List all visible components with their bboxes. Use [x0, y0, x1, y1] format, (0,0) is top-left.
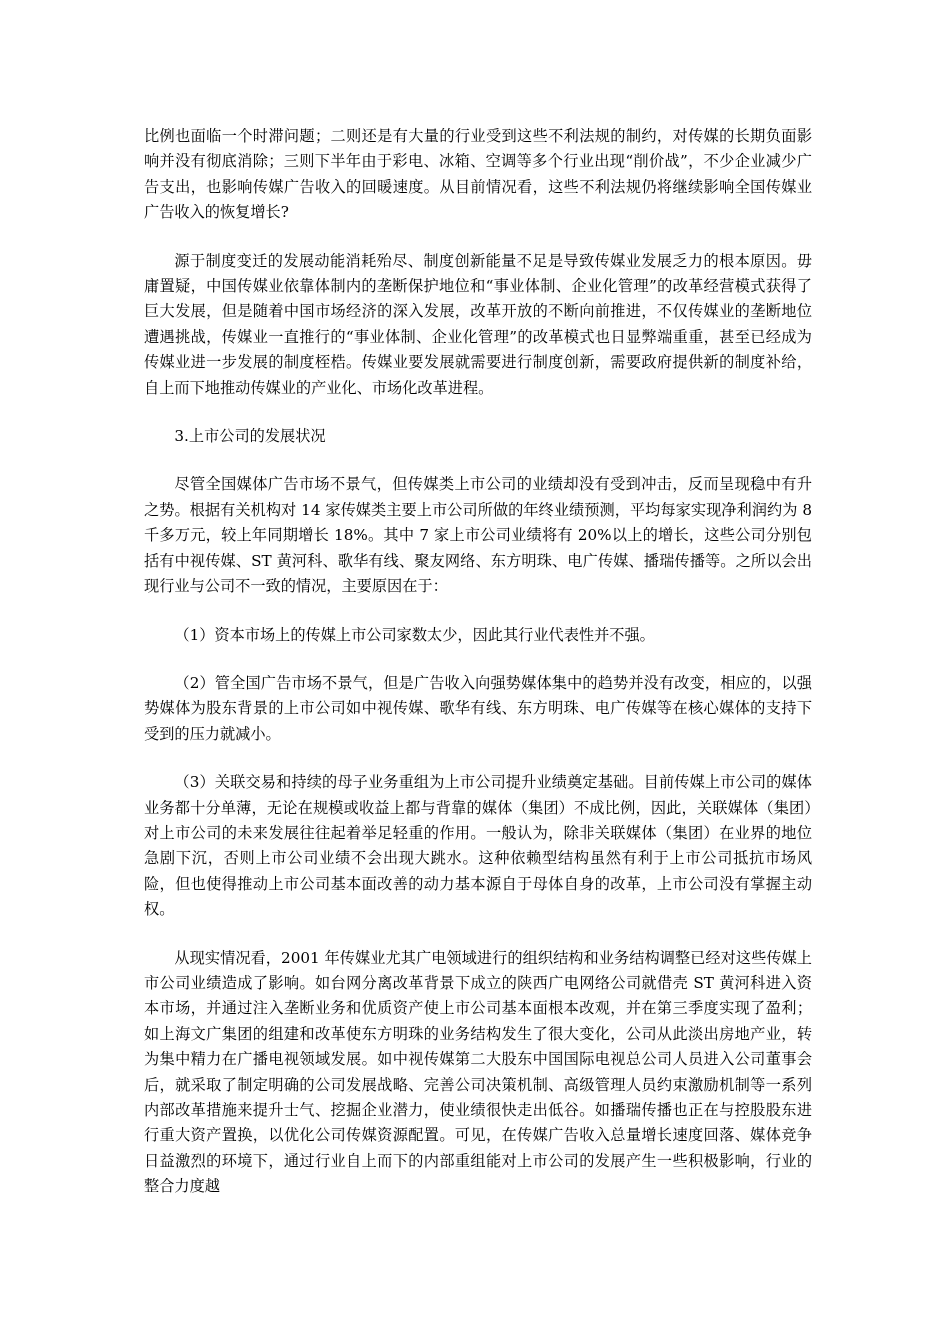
list-item-reason-2: （2）管全国广告市场不景气，但是广告收入向强势媒体集中的趋势并没有改变，相应的，以强势媒体为股东背景的上市公司如中视传媒、歌华有线、东方明珠、电广传媒等在核心媒体的支持下受到的压力就减小。 — [144, 673, 812, 743]
document-page — [144, 124, 812, 1223]
section-heading-listed-companies: 3.上市公司的发展状况 — [174, 427, 326, 446]
list-item-reason-3: （3）关联交易和持续的母子业务重组为上市公司提升业绩奠定基础。目前传媒上市公司的媒体业务都十分单薄，无论在规模或收益上都与背靠的媒体（集团）不成比例，因此，关联媒体（集团）对上市公司的未来发展往往起着举足轻重的作用。一般认为，除非关联媒体（集团）在业界的地位急剧下沉，否则上市公司业绩不会出现大跳水。这种依赖型结构虽然有利于上市公司抵抗市场风险，但也使得推动上市公司基本面改善的动力基本源自于母体自身的改革，上市公司没有掌握主动权。 — [144, 773, 812, 919]
list-item-reason-1: （1）资本市场上的传媒上市公司家数太少，因此其行业代表性并不强。 — [174, 625, 655, 644]
paragraph-listed-company-performance: 尽管全国媒体广告市场不景气，但传媒类上市公司的业绩却没有受到冲击，反而呈现稳中有升之势。根据有关机构对 14 家传媒类主要上市公司所做的年终业绩预测，平均每家实现净利润约为 8 千多万元，较上年同期增长 18%。其中 7 家上市公司业绩将有 20%以上的增长，这些公司分别包括有中视传媒、ST 黄河科、歌华有线、聚友网络、东方明珠、电广传媒、播瑞传播等。之所以会出现行业与公司不一致的情况，主要原因在于： — [144, 475, 812, 596]
paragraph-restructuring-impact: 从现实情况看，2001 年传媒业尤其广电领域进行的组织结构和业务结构调整已经对这些传媒上市公司业绩造成了影响。如台网分离改革背景下成立的陕西广电网络公司就借壳 ST 黄河科进入资本市场，并通过注入垄断业务和优质资产使上市公司基本面根本改观，并在第三季度实现了盈利；如上海文广集团的组建和改革使东方明珠的业务结构发生了很大变化，公司从此淡出房地产业，转为集中精力在广播电视领域发展。如中视传媒第二大股东中国国际电视总公司人员进入公司董事会后，就采取了制定明确的公司发展战略、完善公司决策机制、高级管理人员约束激励机制等一系列内部改革措施来提升士气、挖掘企业潜力，使业绩很快走出低谷。如播瑞传播也正在与控股股东进行重大资产置换，以优化公司传媒资源配置。可见，在传媒广告收入总量增长速度回落、媒体竞争日益激烈的环境下，通过行业自上而下的内部重组能对上市公司的发展产生一些积极影响，行业的整合力度越 — [144, 948, 812, 1196]
paragraph-institutional-innovation: 源于制度变迁的发展动能消耗殆尽、制度创新能量不足是导致传媒业发展乏力的根本原因。毋庸置疑，中国传媒业依靠体制内的垄断保护地位和“事业体制、企业化管理”的改革经营模式获得了巨大发展，但是随着中国市场经济的深入发展，改革开放的不断向前推进，不仅传媒业的垄断地位遭遇挑战，传媒业一直推行的“事业体制、企业化管理”的改革模式也日显弊端重重，甚至已经成为传媒业进一步发展的制度桎梏。传媒业要发展就需要进行制度创新，需要政府提供新的制度补给，自上而下地推动传媒业的产业化、市场化改革进程。 — [144, 251, 812, 397]
paragraph-continuation: 比例也面临一个时滞问题；二则还是有大量的行业受到这些不利法规的制约，对传媒的长期负面影响并没有彻底消除；三则下半年由于彩电、冰箱、空调等多个行业出现“削价战”，不少企业减少广告支出，也影响传媒广告收入的回暖速度。从目前情况看，这些不利法规仍将继续影响全国传媒业广告收入的恢复增长? — [144, 127, 812, 222]
